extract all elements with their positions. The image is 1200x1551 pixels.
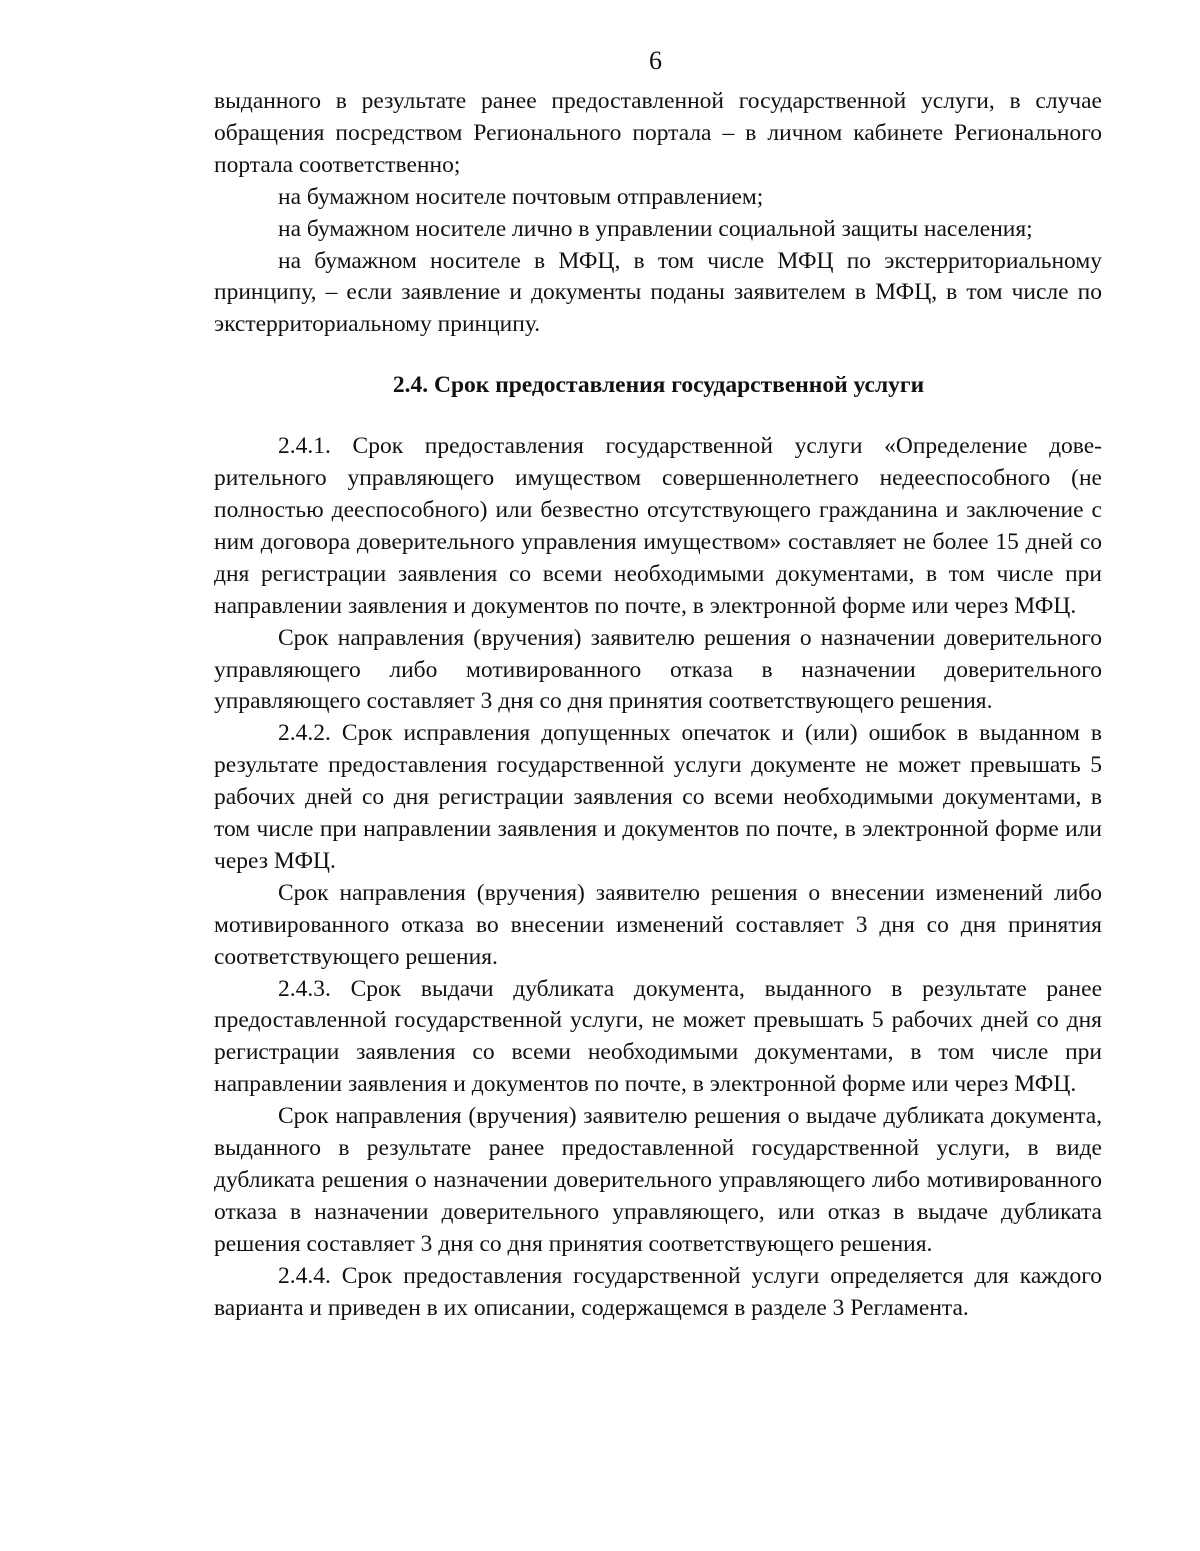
paragraph-2-4-3: 2.4.3. Срок выдачи дубликата документа, выданного в результате ранее предоставленной государственной услуги, не может превышать 5 рабочих дней со дня регистрации заявления со всеми необходимыми документами, в том числе при направлении заявления и документов по почте, в электронной форме или через МФЦ. (214, 975, 1102, 1098)
continuation-paragraph: выданного в результате ранее предоставленной государственной услуги, в случае обращения посредством Регионального портала – в личном кабинете Регионального портала соответственно; (214, 88, 1102, 178)
page-number: 6 (649, 46, 662, 75)
delivery-option-mail: на бумажном носителе почтовым отправлением; (278, 183, 764, 210)
delivery-option-in-person: на бумажном носителе лично в управлении социальной защиты населения; (278, 215, 1033, 242)
paragraph-2-4-1: 2.4.1. Срок предоставления государственной услуги «Определение доверительного управляющего имуществом совершеннолетнего недееспособного (не полностью дееспособного) или безвестно отсутствующего гражданина и заключение с ним договора доверительного управления имуществом» составляет не более 15 дней со дня регистрации заявления со всеми необходимыми документами, в том числе при направлении заявления и документов по почте, в электронной форме или через МФЦ. (214, 433, 1102, 619)
paragraph-decision-delivery-term: Срок направления (вручения) заявителю решения о назначении доверительного управляющего либо мотивированного отказа в назначении доверительного управляющего составляет 3 дня со дня принятия соответствующего решения. (214, 624, 1102, 715)
paragraph-duplicate-delivery-term: Срок направления (вручения) заявителю решения о выдаче дубликата документа, выданного в результате ранее предоставленной государственной услуги, в виде дубликата решения о назначении доверительного управляющего либо мотивированного отказа в назначении доверительного управляющего, или отказ в выдаче дубликата решения составляет 3 дня со дня принятия соответствующего решения. (214, 1103, 1102, 1257)
section-heading: 2.4. Срок предоставления государственной услуги (392, 372, 925, 399)
delivery-option-mfc: на бумажном носителе в МФЦ, в том числе МФЦ по экстерриториальному принципу, – если заявление и документы поданы заявителем в МФЦ, в том числе по экстерриториальному принципу. (214, 247, 1102, 338)
paragraph-2-4-4: 2.4.4. Срок предоставления государственной услуги определяется для каждого варианта и приведен в их описании, содержащемся в разделе 3 Регламента. (214, 1262, 1102, 1321)
paragraph-2-4-2: 2.4.2. Срок исправления допущенных опечаток и (или) ошибок в выданном в результате предоставления государственной услуги документе не может превышать 5 рабочих дней со дня регистрации заявления со всеми необходимыми документами, в том числе при направлении заявления и документов по почте, в электронной форме или через МФЦ. (214, 720, 1102, 874)
page-body (214, 86, 1102, 1325)
paragraph-changes-delivery-term: Срок направления (вручения) заявителю решения о внесении изменений либо мотивированного отказа во внесении изменений составляет 3 дня со дня принятия соответствующего решения. (214, 879, 1102, 970)
